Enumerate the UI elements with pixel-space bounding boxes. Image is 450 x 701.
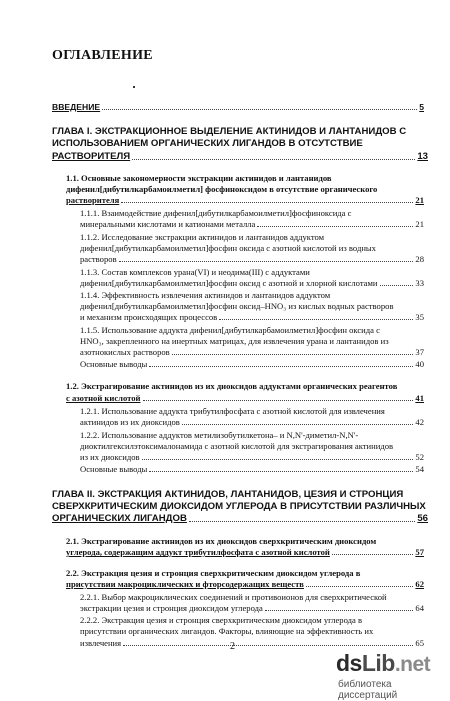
toc-leader xyxy=(189,521,415,522)
toc-subsection-1-1-4-line-2: дифенил[дибутилкарбамоилметил]фосфин оксид–HNO₃ из кислых водных растворов xyxy=(80,301,394,311)
toc-chapter-1[interactable]: РАСТВОРИТЕЛЯ 13 xyxy=(52,151,428,162)
page-number: 2 xyxy=(230,641,235,652)
toc-chapter-1-line-2: ИСПОЛЬЗОВАНИЕМ ОРГАНИЧЕСКИХ ЛИГАНДОВ В ОТСУТСТВИЕ xyxy=(52,138,363,149)
toc-entry-text: ВВЕДЕНИЕ xyxy=(52,102,101,112)
toc-section-2-1-line-1: 2.1. Экстрагирование актинидов из их диоксидов сверхкритическим диоксидом xyxy=(66,536,377,546)
toc-leader xyxy=(219,319,413,320)
toc-conclusions-1-2[interactable]: Основные выводы 54 xyxy=(80,464,424,474)
toc-leader xyxy=(172,354,414,355)
toc-subsection-2-2-1[interactable]: экстракции цезия и стронция диоксидом углерода 64 xyxy=(80,603,424,613)
toc-subsection-1-1-1-line-1: 1.1.1. Взаимодействие дифенил[дибутилкарбамоилметил]фосфиноксида с xyxy=(80,208,352,218)
toc-subsection-1-2-1-line-1: 1.2.1. Использование аддукта трибутилфосфата с азотной кислотой для извлечения xyxy=(80,406,385,416)
toc-leader xyxy=(123,645,413,646)
toc-subsection-1-2-2[interactable]: из их диоксидов 52 xyxy=(80,452,424,462)
toc-leader xyxy=(119,261,414,262)
toc-subsection-1-2-2-line-2: диоктилгексилэтоксималонамида с азотной кислотой для экстрагирования актинидов xyxy=(80,441,394,451)
toc-leader xyxy=(149,366,413,367)
toc-leader xyxy=(306,586,413,587)
toc-section-1-2[interactable]: с азотной кислотой 41 xyxy=(66,393,424,403)
toc-conclusions-1-1[interactable]: Основные выводы 40 xyxy=(80,359,424,369)
toc-section-1-1-line-2: дифенил[дибутилкарбамоилметил] фосфиноксидом в отсутствие органического xyxy=(66,184,378,194)
toc-subsection-1-1-3-line-1: 1.1.3. Состав комплексов урана(VI) и неодима(III) с аддуктами xyxy=(80,267,310,277)
page-title: ОГЛАВЛЕНИЕ xyxy=(52,48,153,63)
toc-leader xyxy=(142,459,414,460)
toc-subsection-1-1-5-line-1: 1.1.5. Использование аддукта дифенил[дибутилкарбамоилметил]фосфин оксида с xyxy=(80,325,380,335)
toc-leader xyxy=(143,400,414,401)
toc-subsection-2-2-1-line-1: 2.2.1. Выбор макроциклических соединений и противоионов для сверхкритической xyxy=(80,592,387,602)
toc-subsection-1-1-4[interactable]: и механизм происходящих процессов 35 xyxy=(80,312,424,322)
toc-subsection-1-1-2-line-1: 1.1.2. Исследование экстракции актинидов и лантанидов аддуктом xyxy=(80,232,325,242)
toc-subsection-2-2-2-line-1: 2.2.2. Экстракция цезия и стронция сверхкритическим диоксидом углерода в xyxy=(80,615,363,625)
toc-entry-page: 5 xyxy=(419,102,424,112)
toc-chapter-2-line-2: СВЕРХКРИТИЧЕСКИМ ДИОКСИДОМ УГЛЕРОДА В ПРИСУТСТВИИ РАЗЛИЧНЫХ xyxy=(52,501,426,512)
toc-entry-intro[interactable] xyxy=(52,102,424,112)
toc-chapter-2-line-1: ГЛАВА II. ЭКСТРАКЦИЯ АКТИНИДОВ, ЛАНТАНИДОВ, ЦЕЗИЯ И СТРОНЦИЯ xyxy=(52,489,404,500)
toc-subsection-1-1-1[interactable]: минеральными кислотами и катионами металла 21 xyxy=(80,219,424,229)
watermark-brand: dsLib.net xyxy=(336,650,431,676)
toc-leader xyxy=(102,109,417,110)
toc-subsection-1-1-5[interactable]: азотнокислых растворов 37 xyxy=(80,347,424,357)
toc-leader xyxy=(182,424,414,425)
toc-section-1-1-line-1: 1.1. Основные закономерности экстракции актинидов и лантанидов xyxy=(66,173,332,183)
watermark-subtitle: библиотека диссертаций xyxy=(338,679,398,701)
toc-subsection-1-1-3[interactable]: дифенил[дибутилкарбамоилметил]фосфин оксид с азотной и хлорной кислотами 33 xyxy=(80,278,424,288)
toc-subsection-1-1-5-line-2: HNO₃, закрепленного на инертных матрицах, для извлечения урана и лантанидов из xyxy=(80,336,389,346)
toc-section-2-2[interactable]: присутствии макроциклических и фторсодержащих веществ 62 xyxy=(66,579,424,589)
toc-leader xyxy=(380,285,414,286)
toc-subsection-2-2-2[interactable]: извлечения 65 xyxy=(80,638,424,648)
toc-chapter-1-line-1: ГЛАВА I. ЭКСТРАКЦИОННОЕ ВЫДЕЛЕНИЕ АКТИНИДОВ И ЛАНТАНИДОВ С xyxy=(52,126,407,137)
toc-leader xyxy=(149,471,413,472)
toc-subsection-1-1-4-line-1: 1.1.4. Эффективность извлечения актинидов и лантанидов аддуктом xyxy=(80,290,331,300)
toc-leader xyxy=(265,610,414,611)
toc-leader xyxy=(332,554,414,555)
dslib-watermark-logo xyxy=(336,650,448,701)
toc-section-1-1[interactable]: растворителя 21 xyxy=(66,195,424,205)
toc-leader xyxy=(121,202,413,203)
toc-subsection-1-2-2-line-1: 1.2.2. Использование аддуктов метилизобутилкетона– и N,N'-диметил-N,N'- xyxy=(80,430,359,440)
toc-subsection-1-2-1[interactable]: актинидов из их диоксидов 42 xyxy=(80,417,424,427)
toc-subsection-2-2-2-line-2: присутствии органических лигандов. Факторы, влияющие на эффективность их xyxy=(80,626,374,636)
toc-section-2-1[interactable]: углерода, содержащим аддукт трибутилфосфата с азотной кислотой 57 xyxy=(66,547,424,557)
toc-leader xyxy=(132,159,415,160)
toc-section-1-2-line-1: 1.2. Экстрагирование актинидов из их диоксидов аддуктами органических реагентов xyxy=(66,381,398,391)
toc-subsection-1-1-2-line-2: дифенил[дибутилкарбамоилметил]фосфин оксида с азотной кислотой из водных xyxy=(80,243,376,253)
toc-section-2-2-line-1: 2.2. Экстракция цезия и стронция сверхкритическим диоксидом углерода в xyxy=(66,568,361,578)
toc-leader xyxy=(257,226,413,227)
toc-subsection-1-1-2[interactable]: растворов 28 xyxy=(80,254,424,264)
toc-chapter-2[interactable]: ОРГАНИЧЕСКИХ ЛИГАНДОВ 56 xyxy=(52,513,428,524)
stray-dot xyxy=(133,86,135,88)
